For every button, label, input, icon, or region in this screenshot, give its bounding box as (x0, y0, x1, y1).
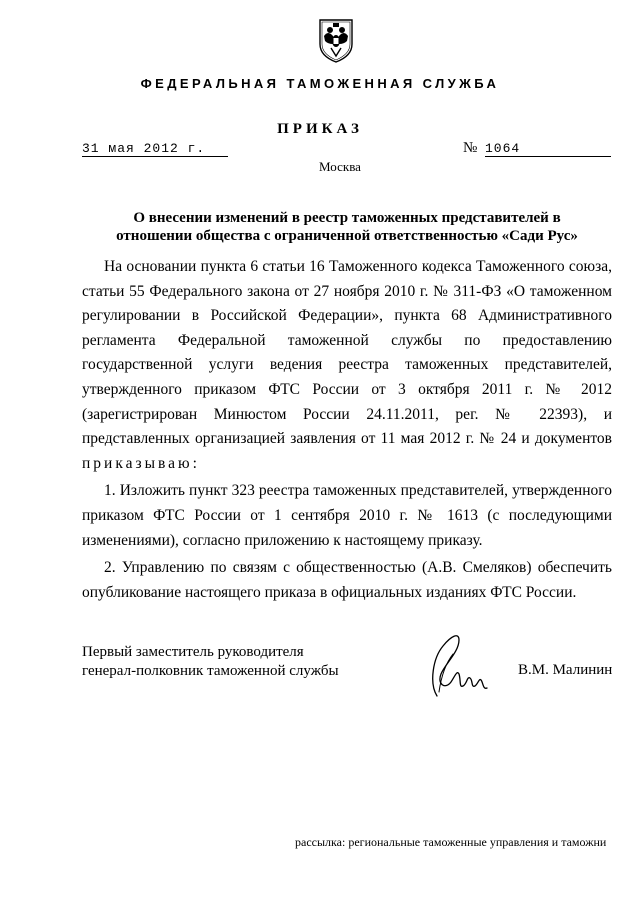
order-item-2: 2. Управлению по связям с общественностью (А.В. Смеляков) обеспечить опубликование настоящего приказа в официальных изданиях ФТС России. (82, 559, 612, 601)
order-item-1: 1. Изложить пункт 323 реестра таможенных представителей, утвержденного приказом ФТС России от 1 сентября 2010 г. № 1613 (с последующими изменениями), согласно приложению к настоящему приказу. (82, 482, 612, 549)
order-date: 31 мая 2012 г. (82, 141, 228, 157)
mailing-list: рассылка: региональные таможенные управления и таможни (295, 835, 607, 849)
title-line-1: О внесении изменений в реестр таможенных представителей в (133, 210, 561, 226)
title-line-2: отношении общества с ограниченной ответственностью «Сади Рус» (116, 228, 578, 244)
document-type: ПРИКАЗ (277, 121, 363, 137)
position-line-2: генерал-полковник таможенной службы (82, 663, 339, 679)
preamble-paragraph (82, 255, 612, 476)
number-sign: № (463, 140, 478, 156)
preamble-text: На основании пункта 6 статьи 16 Таможенного кодекса Таможенного союза, статьи 55 Федерального закона от 27 ноября 2010 г. № 311-ФЗ «О таможенном регулировании в Российской Федерации», пункта 68 Административного регламента Федеральной таможенной службы по предоставлению государственной услуги ведения реестра таможенных представителей, утвержденного приказом ФТС России от 3 октября 2011 г. № 2012 (зарегистрирован Минюстом России 24.11.2011, рег. № 22393), и представленных организацией заявления от 11 мая 2012 г. № 24 и документов (82, 258, 612, 448)
position-line-1: Первый заместитель руководителя (82, 644, 304, 660)
city: Москва (319, 159, 361, 174)
order-number-field (463, 141, 611, 157)
emblem-icon (316, 14, 356, 64)
signer-position (82, 643, 339, 681)
order-number: 1064 (485, 141, 611, 157)
signature-icon (425, 628, 495, 708)
organization-name: ФЕДЕРАЛЬНАЯ ТАМОЖЕННАЯ СЛУЖБА (140, 76, 500, 91)
order-word: приказываю: (82, 454, 200, 472)
signer-name: В.М. Малинин (518, 662, 613, 678)
order-body (82, 255, 612, 605)
order-title (82, 209, 612, 245)
